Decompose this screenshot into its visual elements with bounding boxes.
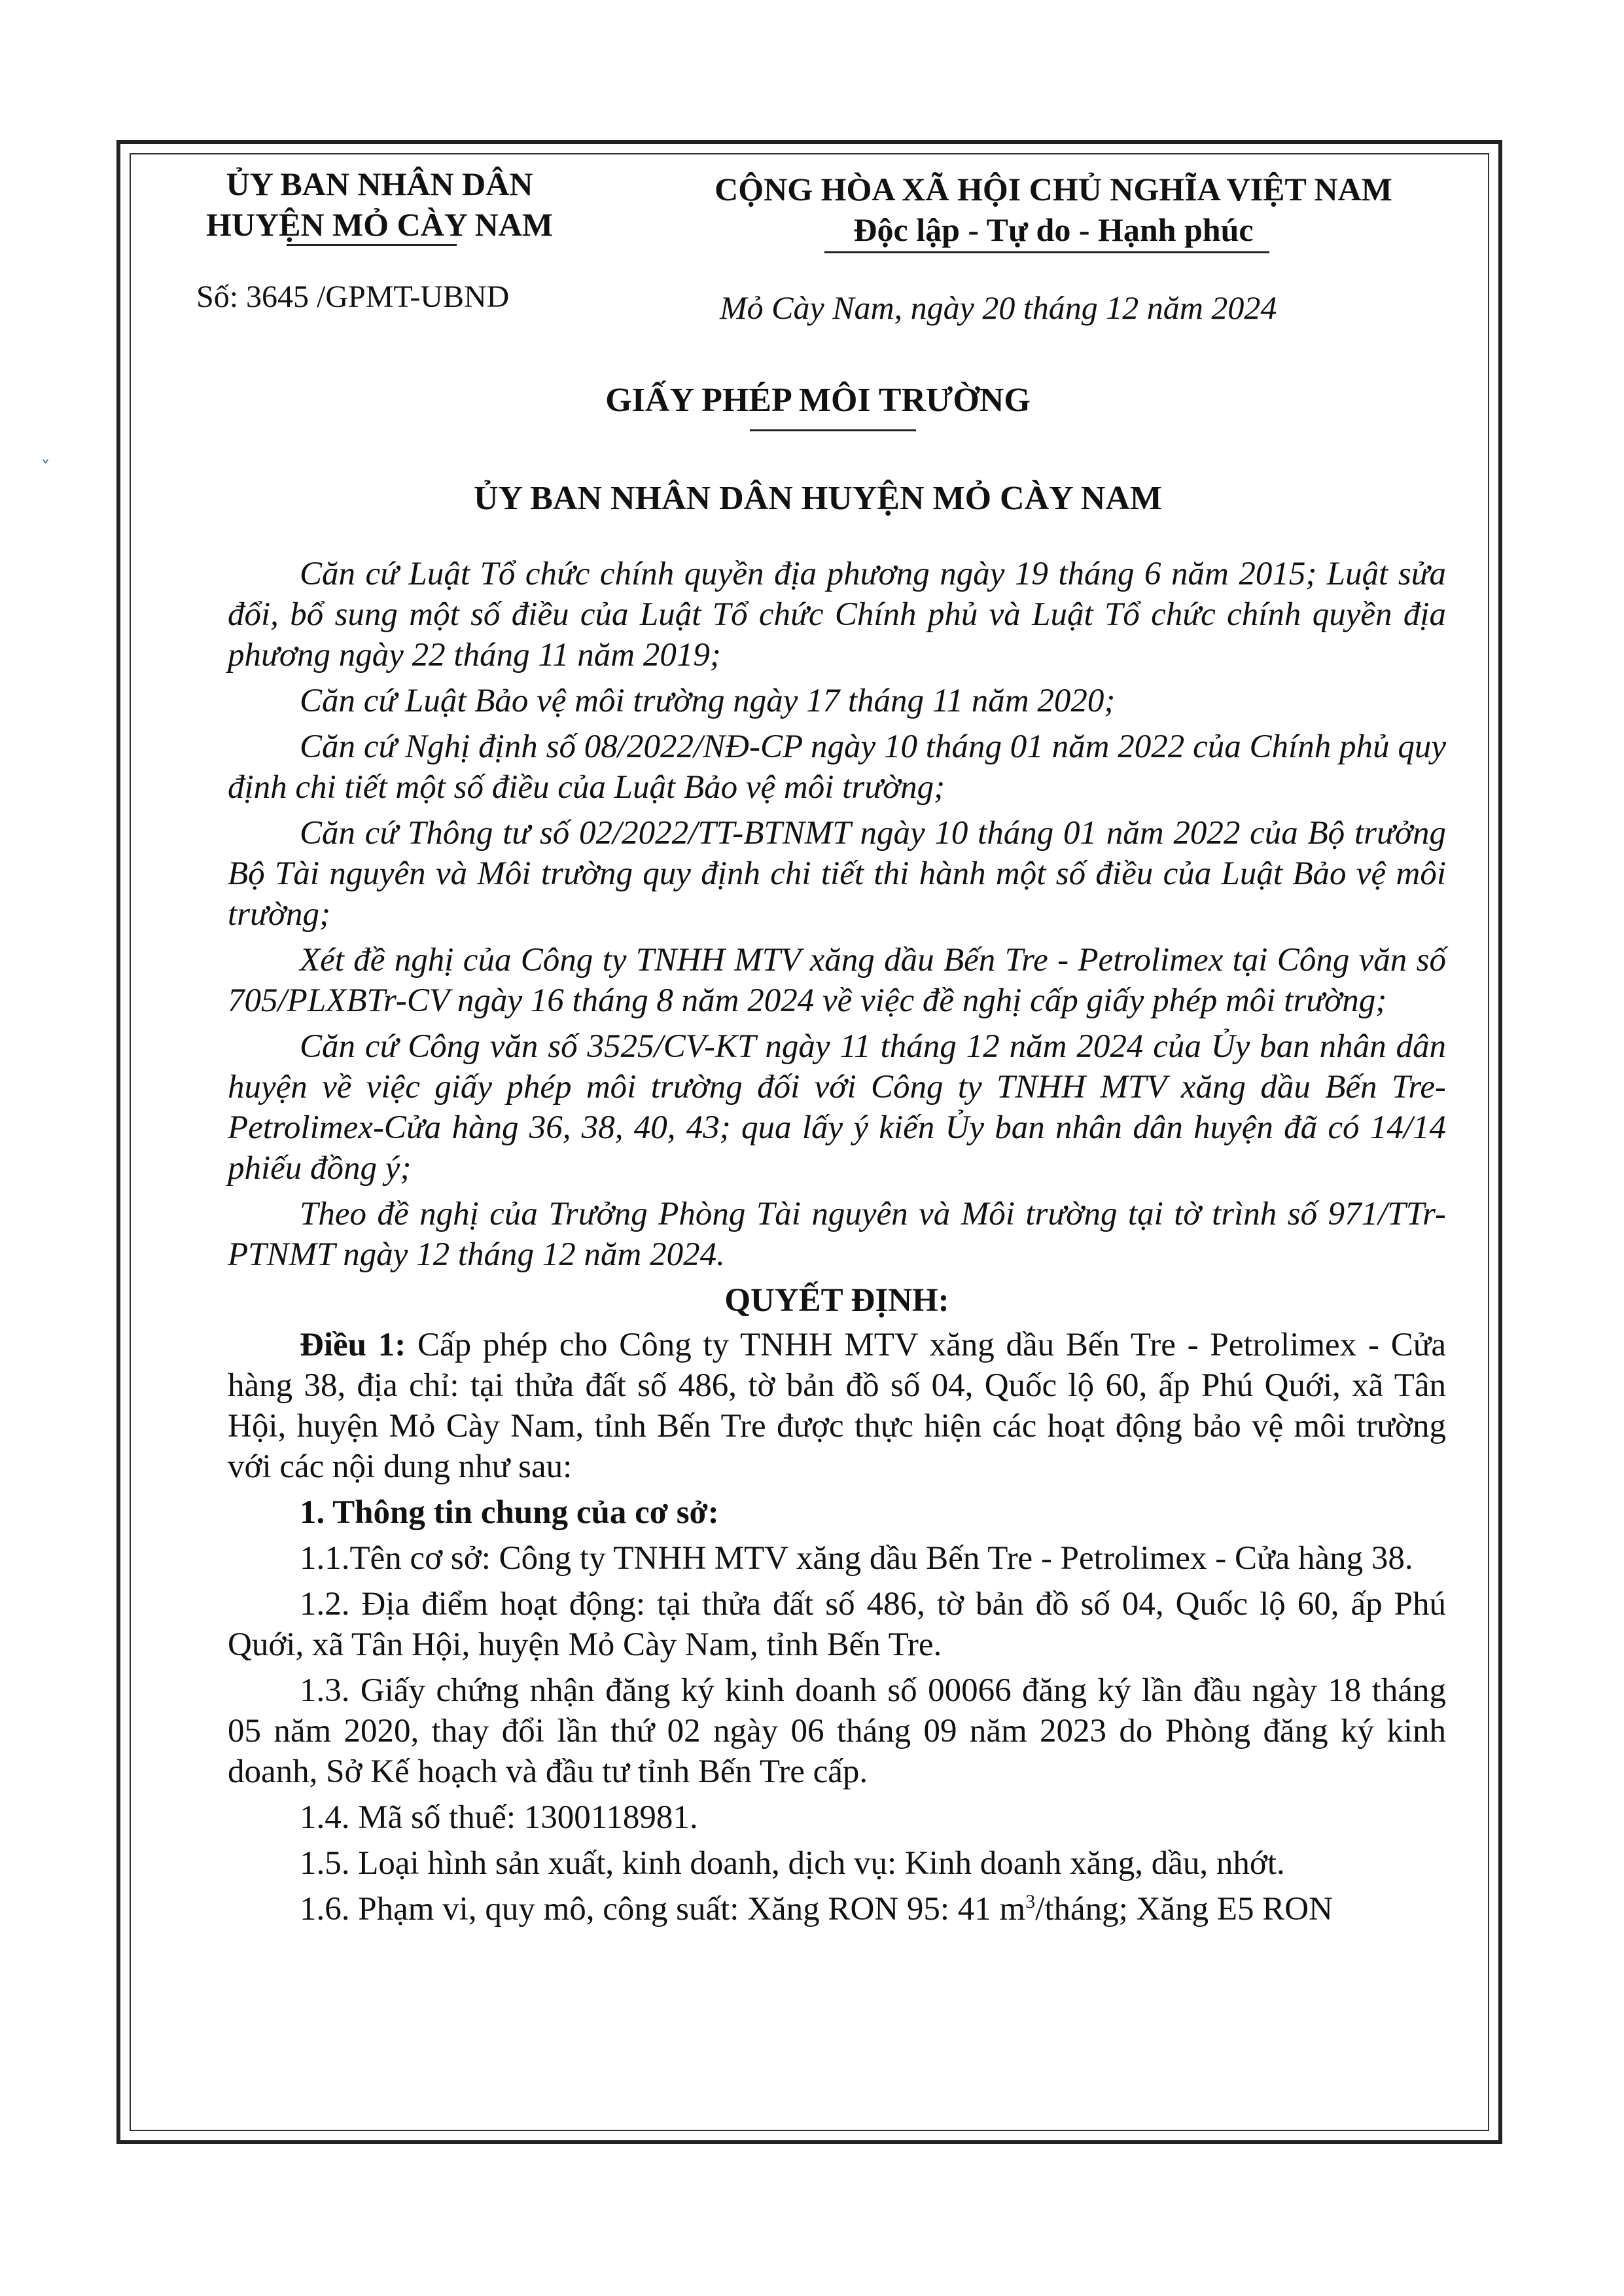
motto: Độc lập - Tự do - Hạnh phúc	[853, 211, 1254, 248]
scan-mark-icon: ˇ	[41, 457, 50, 480]
article-1-text: Cấp phép cho Công ty TNHH MTV xăng dầu Bến Tre - Petrolimex - Cửa hàng 38, địa chỉ: tại thửa đất số 486, tờ bản đồ số 04, Quốc lộ 60, ấp Phú Quới, xã Tân Hội, huyện Mỏ Cày Nam, tỉnh Bến Tre được thực hiện các hoạt động bảo vệ môi trường với các nội dung như sau:	[228, 1327, 1446, 1485]
title-underline	[750, 429, 916, 431]
preamble-paragraph: Xét đề nghị của Công ty TNHH MTV xăng dầu Bến Tre - Petrolimex tại Công văn số 705/PLXBTr-CV ngày 16 tháng 8 năm 2024 về việc đề nghị cấp giấy phép môi trường;	[228, 942, 1446, 1019]
preamble-paragraph: Căn cứ Luật Bảo vệ môi trường ngày 17 tháng 11 năm 2020;	[300, 683, 1116, 719]
info-item-capacity	[228, 1889, 1446, 1929]
article-1-label: Điều 1:	[300, 1327, 406, 1363]
capacity-text-after: /tháng; Xăng E5 RON	[1035, 1891, 1333, 1928]
document-title: GIẤY PHÉP MÔI TRƯỜNG	[605, 382, 1031, 419]
capacity-unit-superscript: 3	[1025, 1891, 1036, 1912]
preamble-paragraph: Theo đề nghị của Trưởng Phòng Tài nguyên và Môi trường tại tờ trình số 971/TTr-PTNMT ngày 12 tháng 12 năm 2024.	[228, 1196, 1446, 1273]
capacity-text-before: 1.6. Phạm vi, quy mô, công suất: Xăng RON 95: 41 m	[300, 1891, 1026, 1928]
info-item: 1.5. Loại hình sản xuất, kinh doanh, dịch vụ: Kinh doanh xăng, dầu, nhớt.	[300, 1845, 1285, 1882]
info-item: 1.1.Tên cơ sở: Công ty TNHH MTV xăng dầu Bến Tre - Petrolimex - Cửa hàng 38.	[300, 1540, 1413, 1577]
article-1	[228, 1325, 1446, 1487]
preamble-paragraph: Căn cứ Luật Tổ chức chính quyền địa phương ngày 19 tháng 6 năm 2015; Luật sửa đổi, bổ sung một số điều của Luật Tổ chức Chính phủ và Luật Tổ chức chính quyền địa phương ngày 22 tháng 11 năm 2019;	[228, 556, 1446, 673]
motto-underline	[824, 251, 1269, 253]
authority-line-1: ỦY BAN NHÂN DÂN	[226, 166, 533, 202]
section-1-heading: 1. Thông tin chung của cơ sở:	[300, 1494, 719, 1531]
national-motto	[667, 169, 1439, 250]
preamble-paragraph: Căn cứ Thông tư số 02/2022/TT-BTNMT ngày 10 tháng 01 năm 2022 của Bộ trưởng Bộ Tài nguyên và Môi trường quy định chi tiết thi hành một số điều của Luật Bảo vệ môi trường;	[228, 815, 1446, 933]
document-date: Mỏ Cày Nam, ngày 20 tháng 12 năm 2024	[720, 289, 1277, 326]
info-item: 1.4. Mã số thuế: 1300118981.	[300, 1799, 698, 1836]
preamble-paragraph: Căn cứ Nghị định số 08/2022/NĐ-CP ngày 10 tháng 01 năm 2022 của Chính phủ quy định chi tiết một số điều của Luật Bảo vệ môi trường;	[228, 728, 1446, 806]
authority-line-2: HUYỆN MỎ CÀY NAM	[205, 206, 554, 243]
decision-heading: QUYẾT ĐỊNH:	[724, 1282, 949, 1319]
info-item: 1.2. Địa điểm hoạt động: tại thửa đất số 486, tờ bản đồ số 04, Quốc lộ 60, ấp Phú Quới, xã Tân Hội, huyện Mỏ Cày Nam, tỉnh Bến Tre.	[228, 1586, 1446, 1663]
issuing-authority	[196, 164, 563, 245]
authority-underline	[287, 244, 457, 246]
country-name: CỘNG HÒA XÃ HỘI CHỦ NGHĨA VIỆT NAM	[715, 171, 1392, 207]
issuer-heading: ỦY BAN NHÂN DÂN HUYỆN MỎ CÀY NAM	[474, 480, 1162, 517]
document-body	[228, 554, 1446, 1935]
preamble-paragraph: Căn cứ Công văn số 3525/CV-KT ngày 11 tháng 12 năm 2024 của Ủy ban nhân dân huyện về việc giấy phép môi trường đối với Công ty TNHH MTV xăng dầu Bến Tre-Petrolimex-Cửa hàng 36, 38, 40, 43; qua lấy ý kiến Ủy ban nhân dân huyện đã có 14/14 phiếu đồng ý;	[228, 1028, 1446, 1187]
document-number: Số: 3645 /GPMT-UBND	[196, 279, 510, 314]
info-item: 1.3. Giấy chứng nhận đăng ký kinh doanh số 00066 đăng ký lần đầu ngày 18 tháng 05 năm 2020, thay đổi lần thứ 02 ngày 06 tháng 09 năm 2023 do Phòng đăng ký kinh doanh, Sở Kế hoạch và đầu tư tỉnh Bến Tre cấp.	[228, 1672, 1446, 1790]
